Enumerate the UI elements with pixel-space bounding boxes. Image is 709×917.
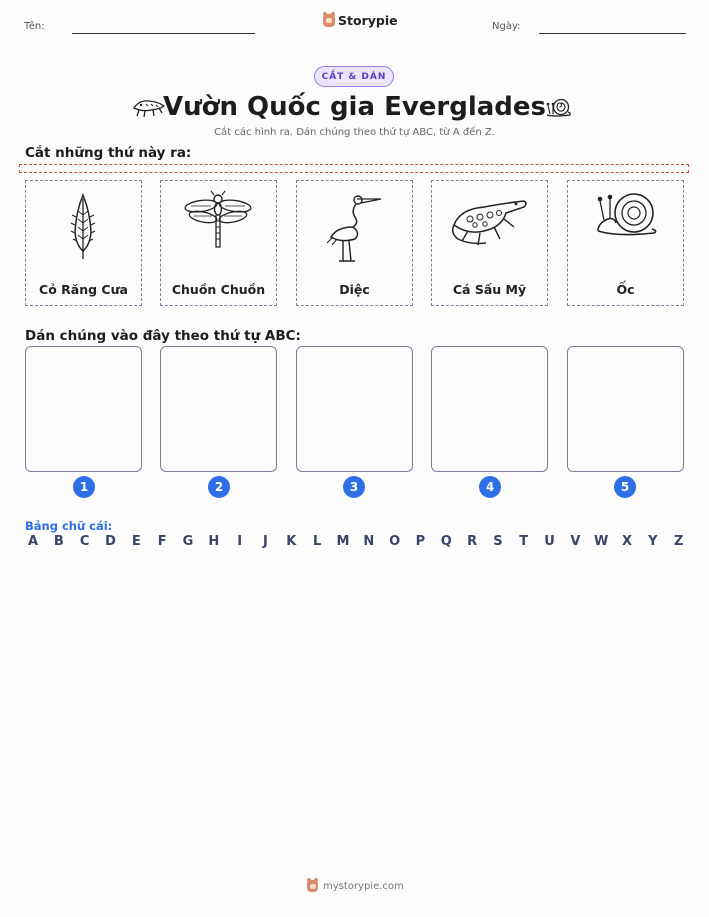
alphabet-letter: K [286, 534, 297, 549]
paste-box-3[interactable] [296, 346, 413, 472]
sawgrass-icon [26, 187, 140, 267]
card-label: Chuồn Chuồn [171, 282, 266, 297]
date-line[interactable] [539, 33, 686, 34]
alphabet-letter: J [263, 534, 268, 549]
alphabet-letter: R [467, 534, 478, 549]
alphabet-letter: M [336, 534, 350, 549]
alphabet-letter: E [131, 534, 141, 549]
dragonfly-icon [161, 187, 275, 267]
cutout-card-heron[interactable] [296, 180, 413, 306]
alligator-icon [432, 187, 546, 267]
alphabet-letter: Z [673, 534, 684, 549]
bear-logo-icon [307, 880, 318, 892]
card-label: Cá Sấu Mỹ [452, 282, 527, 297]
alphabet-letter: F [157, 534, 167, 549]
card-label: Diệc [339, 282, 370, 297]
page-title: Vườn Quốc gia Everglades [162, 92, 547, 122]
alphabet-letter: Y [648, 534, 658, 549]
alphabet-letter: V [570, 534, 581, 549]
paste-box-4[interactable] [431, 346, 548, 472]
alphabet-letter: S [493, 534, 503, 549]
paste-heading: Dán chúng vào đây theo thứ tự ABC: [25, 328, 301, 344]
alphabet-letter: X [622, 534, 633, 549]
order-number: 5 [614, 476, 636, 498]
cutout-card-snail[interactable] [567, 180, 684, 306]
alphabet-letter: U [544, 534, 555, 549]
footer-url: mystorypie.com [323, 880, 404, 892]
alphabet-letter: T [519, 534, 529, 549]
name-line[interactable] [72, 33, 255, 34]
alphabet-letter: Q [440, 534, 452, 549]
brand-logo [323, 13, 398, 28]
cutout-card-dragonfly[interactable] [160, 180, 277, 306]
alphabet-letter: D [105, 534, 116, 549]
alphabet-letter: I [237, 534, 243, 549]
footer [307, 880, 404, 892]
order-number: 4 [479, 476, 501, 498]
activity-badge: CẮT & DÁN [314, 66, 394, 87]
paste-box-1[interactable] [25, 346, 142, 472]
alphabet-letter: N [363, 534, 375, 549]
bear-logo-icon [323, 14, 335, 27]
paste-box-5[interactable] [567, 346, 684, 472]
brand-name: Storypie [338, 13, 398, 28]
alphabet-letter: A [27, 534, 39, 549]
order-number: 2 [208, 476, 230, 498]
alphabet-letter: W [594, 534, 609, 549]
alphabet-letter: O [389, 534, 401, 549]
snail-decor-icon [544, 95, 574, 119]
alphabet-letter: G [182, 534, 194, 549]
alphabet-row [25, 534, 687, 549]
alphabet-letter: H [208, 534, 220, 549]
card-label: Cỏ Răng Cưa [39, 282, 128, 297]
paste-box-2[interactable] [160, 346, 277, 472]
cut-heading: Cắt những thứ này ra: [25, 145, 192, 161]
order-number: 3 [343, 476, 365, 498]
name-label: Tên: [24, 21, 45, 32]
alphabet-letter: C [79, 534, 90, 549]
instructions: Cắt các hình ra. Dán chúng theo thứ tự ABC, từ A đến Z. [214, 127, 495, 138]
snail-icon [568, 187, 682, 267]
alphabet-letter: L [312, 534, 322, 549]
date-label: Ngày: [492, 21, 521, 32]
card-label: Ốc [616, 282, 635, 297]
alphabet-letter: B [53, 534, 64, 549]
heron-icon [297, 187, 411, 267]
cutout-card-alligator[interactable] [431, 180, 548, 306]
order-number: 1 [73, 476, 95, 498]
cutout-card-sawgrass[interactable] [25, 180, 142, 306]
cut-line [19, 164, 689, 173]
alphabet-letter: P [415, 534, 426, 549]
alphabet-title: Bảng chữ cái: [25, 519, 113, 533]
